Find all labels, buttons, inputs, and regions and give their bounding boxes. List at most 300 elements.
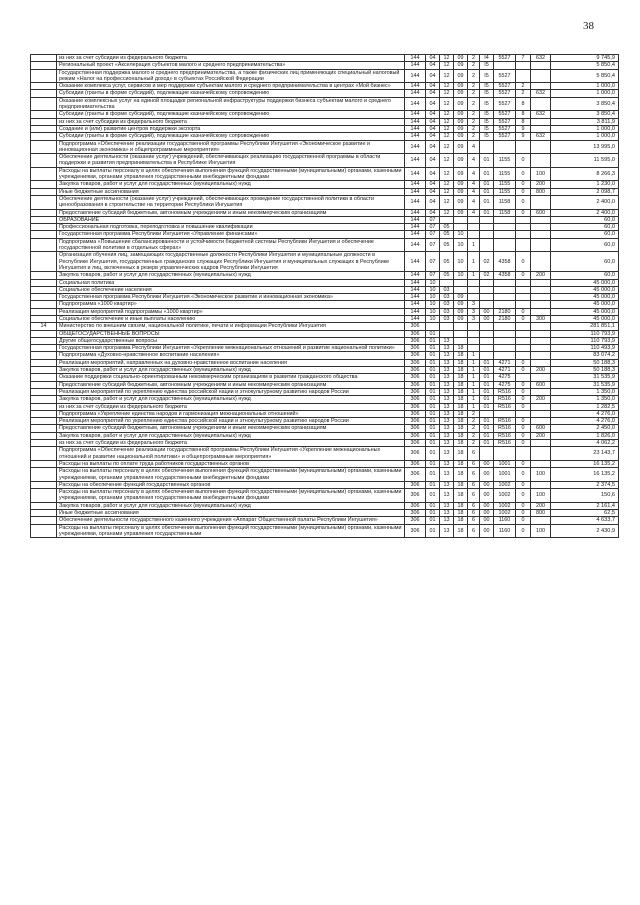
subprogram-code-cell: 2: [468, 111, 480, 118]
table-row: [31, 396, 619, 403]
table-row: [31, 381, 619, 388]
direction-suffix-cell: [516, 337, 531, 344]
row-number-cell: [31, 425, 57, 432]
ministry-code-cell: 306: [405, 396, 426, 403]
ministry-code-cell: 144: [405, 118, 426, 125]
subsection-code-cell: 13: [440, 517, 454, 524]
ministry-code-cell: 144: [405, 279, 426, 286]
section-code-cell: 04: [426, 181, 440, 188]
amount-cell: 4 276,0: [551, 418, 619, 425]
ministry-code-cell: 144: [405, 286, 426, 293]
event-code-cell: 01: [480, 440, 494, 447]
table-row: [31, 524, 619, 538]
direction-suffix-cell: 0: [516, 396, 531, 403]
row-number-cell: [31, 167, 57, 181]
subsection-code-cell: 05: [440, 238, 454, 252]
direction-suffix-cell: [516, 216, 531, 223]
amount-cell: 1 000,0: [551, 133, 619, 140]
event-code-cell: I5: [480, 118, 494, 125]
section-code-cell: 07: [426, 252, 440, 272]
subprogram-code-cell: 4: [468, 209, 480, 216]
row-number-cell: [31, 359, 57, 366]
direction-code-cell: [494, 279, 516, 286]
expense-type-code-cell: [531, 216, 551, 223]
event-code-cell: [480, 447, 494, 461]
row-number-cell: [31, 97, 57, 111]
table-row: [31, 481, 619, 488]
direction-suffix-cell: [516, 323, 531, 330]
event-code-cell: 01: [480, 209, 494, 216]
amount-cell: 60,0: [551, 238, 619, 252]
program-code-cell: 09: [454, 188, 468, 195]
ministry-code-cell: 144: [405, 55, 426, 62]
program-code-cell: 09: [454, 90, 468, 97]
section-code-cell: 01: [426, 425, 440, 432]
program-code-cell: 09: [454, 55, 468, 62]
subprogram-code-cell: 4: [468, 140, 480, 154]
ministry-code-cell: 144: [405, 167, 426, 181]
item-name-cell: Социальная политика: [57, 279, 405, 286]
direction-suffix-cell: 0: [516, 195, 531, 209]
event-code-cell: 01: [480, 396, 494, 403]
amount-cell: 110 793,9: [551, 330, 619, 337]
subsection-code-cell: 13: [440, 502, 454, 509]
subprogram-code-cell: 1: [468, 367, 480, 374]
amount-cell: 16 135,2: [551, 468, 619, 482]
expense-type-code-cell: [531, 374, 551, 381]
table-row: [31, 118, 619, 125]
subsection-code-cell: 13: [440, 403, 454, 410]
program-code-cell: 09: [454, 294, 468, 301]
amount-cell: 13 995,0: [551, 140, 619, 154]
expense-type-code-cell: 100: [531, 167, 551, 181]
subprogram-code-cell: 6: [468, 447, 480, 461]
item-name-cell: Расходы на выплаты по оплате труда работников государственных органов: [57, 460, 405, 467]
section-code-cell: 01: [426, 330, 440, 337]
row-number-cell: [31, 69, 57, 83]
amount-cell: 45 000,0: [551, 286, 619, 293]
event-code-cell: [480, 238, 494, 252]
program-code-cell: 09: [454, 195, 468, 209]
table-row: [31, 410, 619, 417]
subsection-code-cell: 12: [440, 125, 454, 132]
program-code-cell: 09: [454, 167, 468, 181]
program-code-cell: [454, 323, 468, 330]
ministry-code-cell: 144: [405, 125, 426, 132]
row-number-cell: [31, 403, 57, 410]
direction-code-cell: [494, 410, 516, 417]
event-code-cell: 01: [480, 188, 494, 195]
table-row: [31, 125, 619, 132]
event-code-cell: 00: [480, 481, 494, 488]
direction-suffix-cell: 0: [516, 381, 531, 388]
direction-suffix-cell: 2: [516, 83, 531, 90]
table-row: [31, 195, 619, 209]
row-number-cell: [31, 468, 57, 482]
section-code-cell: 01: [426, 510, 440, 517]
ministry-code-cell: 306: [405, 374, 426, 381]
section-code-cell: 04: [426, 188, 440, 195]
direction-code-cell: 5527: [494, 125, 516, 132]
item-name-cell: из них за счет субсидии из федерального бюджета: [57, 118, 405, 125]
direction-suffix-cell: 0: [516, 440, 531, 447]
direction-suffix-cell: 7: [516, 55, 531, 62]
item-name-cell: Расходы на обеспечение функций государственных органов: [57, 481, 405, 488]
subprogram-code-cell: 6: [468, 489, 480, 503]
event-code-cell: 00: [480, 524, 494, 538]
program-code-cell: 09: [454, 154, 468, 168]
row-number-cell: [31, 286, 57, 293]
table-row: [31, 388, 619, 395]
item-name-cell: Расходы на выплаты персоналу в целях обеспечения выполнения функций государственными (муниципальными) органами, казенными учреждениями, органами управления государственными внебюджетными фондами: [57, 489, 405, 503]
table-row: [31, 69, 619, 83]
section-code-cell: 01: [426, 396, 440, 403]
subsection-code-cell: 03: [440, 294, 454, 301]
subsection-code-cell: 12: [440, 167, 454, 181]
event-code-cell: [480, 279, 494, 286]
subsection-code-cell: 12: [440, 195, 454, 209]
direction-code-cell: 4271: [494, 367, 516, 374]
expense-type-code-cell: 632: [531, 133, 551, 140]
event-code-cell: [480, 337, 494, 344]
subprogram-code-cell: 2: [468, 432, 480, 439]
amount-cell: 110 493,9: [551, 345, 619, 352]
section-code-cell: 01: [426, 440, 440, 447]
item-name-cell: Расходы на выплаты персоналу в целях обеспечения выполнения функций государственными (муниципальными) органами, казенными учреждениями, органами управления государственными внебюджетными фондами: [57, 468, 405, 482]
section-code-cell: 04: [426, 154, 440, 168]
direction-suffix-cell: [516, 374, 531, 381]
program-code-cell: 18: [454, 381, 468, 388]
subprogram-code-cell: 3: [468, 301, 480, 308]
program-code-cell: 09: [454, 69, 468, 83]
direction-code-cell: [494, 231, 516, 238]
direction-code-cell: 5527: [494, 97, 516, 111]
direction-suffix-cell: [516, 447, 531, 461]
program-code-cell: 10: [454, 238, 468, 252]
direction-suffix-cell: 0: [516, 209, 531, 216]
direction-suffix-cell: 0: [516, 517, 531, 524]
ministry-code-cell: 306: [405, 524, 426, 538]
direction-suffix-cell: 0: [516, 388, 531, 395]
section-code-cell: 01: [426, 447, 440, 461]
subprogram-code-cell: [468, 345, 480, 352]
ministry-code-cell: 144: [405, 195, 426, 209]
row-number-cell: [31, 62, 57, 69]
subsection-code-cell: 12: [440, 133, 454, 140]
table-row: [31, 468, 619, 482]
event-code-cell: 00: [480, 468, 494, 482]
ministry-code-cell: 144: [405, 69, 426, 83]
row-number-cell: [31, 140, 57, 154]
direction-suffix-cell: 0: [516, 489, 531, 503]
table-row: [31, 154, 619, 168]
table-row: [31, 216, 619, 223]
item-name-cell: Предоставление субсидий бюджетным, автономным учреждениям и иным некоммерческим организациям: [57, 209, 405, 216]
event-code-cell: I5: [480, 62, 494, 69]
ministry-code-cell: 306: [405, 359, 426, 366]
section-code-cell: 01: [426, 381, 440, 388]
amount-cell: 3 850,4: [551, 97, 619, 111]
ministry-code-cell: 144: [405, 83, 426, 90]
event-code-cell: [480, 301, 494, 308]
program-code-cell: 18: [454, 481, 468, 488]
subprogram-code-cell: 1: [468, 359, 480, 366]
item-name-cell: из них за счет субсидии из федерального бюджета: [57, 55, 405, 62]
table-row: [31, 432, 619, 439]
row-number-cell: [31, 418, 57, 425]
subprogram-code-cell: [468, 231, 480, 238]
table-row: [31, 83, 619, 90]
item-name-cell: Организация обучения лиц, замещающих государственные должности Республики Ингушетия и муниципальные должности в Республике Ингушетия, государственных гражданских служащих Республики Ингушетия и муниципальных служащих в Республике Ингушетия и лиц, включенных в резерв управленческих кадров Республики Ингушетия: [57, 252, 405, 272]
event-code-cell: 01: [480, 154, 494, 168]
expense-type-code-cell: 200: [531, 396, 551, 403]
program-code-cell: 18: [454, 447, 468, 461]
amount-cell: 50 188,3: [551, 359, 619, 366]
table-row: [31, 367, 619, 374]
subprogram-code-cell: [468, 337, 480, 344]
event-code-cell: [480, 140, 494, 154]
item-name-cell: ОБЩЕГОСУДАРСТВЕННЫЕ ВОПРОСЫ: [57, 330, 405, 337]
subprogram-code-cell: 2: [468, 410, 480, 417]
program-code-cell: 09: [454, 315, 468, 322]
event-code-cell: I5: [480, 90, 494, 97]
expense-type-code-cell: [531, 308, 551, 315]
program-code-cell: 18: [454, 374, 468, 381]
event-code-cell: 01: [480, 388, 494, 395]
item-name-cell: Расходы на выплаты персоналу в целях обеспечения выполнения функций государственными (муниципальными) органами, казенными учреждениями, органами управления государственными внебюджетными фондами: [57, 167, 405, 181]
expense-type-code-cell: [531, 517, 551, 524]
direction-code-cell: 1155: [494, 188, 516, 195]
subprogram-code-cell: 2: [468, 118, 480, 125]
subprogram-code-cell: 1: [468, 352, 480, 359]
expense-type-code-cell: [531, 481, 551, 488]
expense-type-code-cell: 632: [531, 90, 551, 97]
program-code-cell: 09: [454, 301, 468, 308]
ministry-code-cell: 144: [405, 181, 426, 188]
ministry-code-cell: 144: [405, 62, 426, 69]
program-code-cell: 18: [454, 425, 468, 432]
direction-code-cell: 2180: [494, 315, 516, 322]
event-code-cell: 00: [480, 460, 494, 467]
section-code-cell: 01: [426, 524, 440, 538]
section-code-cell: 10: [426, 279, 440, 286]
row-number-cell: [31, 315, 57, 322]
amount-cell: 23 143,7: [551, 447, 619, 461]
direction-suffix-cell: 0: [516, 524, 531, 538]
direction-code-cell: [494, 330, 516, 337]
subsection-code-cell: 03: [440, 286, 454, 293]
table-row: [31, 238, 619, 252]
row-number-cell: 14: [31, 323, 57, 330]
page-number: 38: [583, 20, 594, 32]
expense-type-code-cell: [531, 118, 551, 125]
direction-code-cell: 4275: [494, 381, 516, 388]
table-row: [31, 272, 619, 279]
direction-suffix-cell: 0: [516, 468, 531, 482]
direction-suffix-cell: [516, 279, 531, 286]
event-code-cell: [480, 352, 494, 359]
section-code-cell: 04: [426, 62, 440, 69]
subsection-code-cell: 13: [440, 352, 454, 359]
subprogram-code-cell: [468, 330, 480, 337]
expense-type-code-cell: [531, 447, 551, 461]
table-row: [31, 286, 619, 293]
amount-cell: 60,0: [551, 216, 619, 223]
direction-suffix-cell: [516, 352, 531, 359]
section-code-cell: 04: [426, 83, 440, 90]
ministry-code-cell: 144: [405, 140, 426, 154]
program-code-cell: 18: [454, 396, 468, 403]
expense-type-code-cell: [531, 418, 551, 425]
event-code-cell: 01: [480, 367, 494, 374]
subsection-code-cell: 12: [440, 97, 454, 111]
program-code-cell: 18: [454, 517, 468, 524]
subsection-code-cell: 13: [440, 374, 454, 381]
subsection-code-cell: 12: [440, 55, 454, 62]
row-number-cell: [31, 252, 57, 272]
program-code-cell: 10: [454, 252, 468, 272]
direction-suffix-cell: [516, 410, 531, 417]
row-number-cell: [31, 396, 57, 403]
subsection-code-cell: 13: [440, 432, 454, 439]
table-row: [31, 294, 619, 301]
amount-cell: 2 098,7: [551, 188, 619, 195]
table-row: [31, 181, 619, 188]
amount-cell: 2 400,0: [551, 209, 619, 216]
ministry-code-cell: 306: [405, 460, 426, 467]
subprogram-code-cell: [468, 224, 480, 231]
direction-suffix-cell: 0: [516, 188, 531, 195]
table-row: [31, 62, 619, 69]
section-code-cell: 04: [426, 195, 440, 209]
amount-cell: 5 850,4: [551, 62, 619, 69]
direction-code-cell: R516: [494, 418, 516, 425]
table-row: [31, 97, 619, 111]
section-code-cell: 01: [426, 418, 440, 425]
table-row: [31, 140, 619, 154]
item-name-cell: Субсидии (гранты в форме субсидий), подлежащие казначейскому сопровождению: [57, 111, 405, 118]
ministry-code-cell: 306: [405, 345, 426, 352]
item-name-cell: Закупка товаров, работ и услуг для государственных (муниципальных) нужд: [57, 272, 405, 279]
ministry-code-cell: 306: [405, 447, 426, 461]
row-number-cell: [31, 272, 57, 279]
item-name-cell: Другие общегосударственные вопросы: [57, 337, 405, 344]
amount-cell: 60,0: [551, 272, 619, 279]
row-number-cell: [31, 517, 57, 524]
subsection-code-cell: 12: [440, 62, 454, 69]
direction-suffix-cell: 0: [516, 315, 531, 322]
item-name-cell: Обеспечение деятельности (оказание услуг) учреждений, обеспечивающих проведение государственной политики в области ценообразования в строительстве на территории Республики Ингушетия: [57, 195, 405, 209]
budget-table: [30, 54, 619, 538]
expense-type-code-cell: [531, 140, 551, 154]
row-number-cell: [31, 118, 57, 125]
subsection-code-cell: 13: [440, 337, 454, 344]
section-code-cell: 01: [426, 374, 440, 381]
item-name-cell: Иные бюджетные ассигнования: [57, 510, 405, 517]
direction-suffix-cell: 0: [516, 308, 531, 315]
direction-code-cell: 1160: [494, 524, 516, 538]
subsection-code-cell: 13: [440, 524, 454, 538]
expense-type-code-cell: [531, 154, 551, 168]
event-code-cell: 00: [480, 510, 494, 517]
subprogram-code-cell: [468, 323, 480, 330]
direction-suffix-cell: [516, 140, 531, 154]
section-code-cell: 01: [426, 432, 440, 439]
item-name-cell: Подпрограмма «Духовно-нравственное воспитание населения»: [57, 352, 405, 359]
table-row: [31, 224, 619, 231]
section-code-cell: 04: [426, 69, 440, 83]
ministry-code-cell: 144: [405, 133, 426, 140]
subsection-code-cell: 05: [440, 231, 454, 238]
subsection-code-cell: 12: [440, 154, 454, 168]
item-name-cell: Оказание поддержки социально-ориентированным некоммерческим организациям в развитии гражданского общества: [57, 374, 405, 381]
direction-code-cell: [494, 323, 516, 330]
row-number-cell: [31, 337, 57, 344]
item-name-cell: Закупка товаров, работ и услуг для государственных (муниципальных) нужд: [57, 432, 405, 439]
section-code-cell: 01: [426, 468, 440, 482]
table-row: [31, 425, 619, 432]
subprogram-code-cell: 3: [468, 315, 480, 322]
amount-cell: 4 633,7: [551, 517, 619, 524]
section-code-cell: 01: [426, 460, 440, 467]
amount-cell: 62,5: [551, 510, 619, 517]
direction-code-cell: [494, 447, 516, 461]
event-code-cell: 01: [480, 374, 494, 381]
direction-code-cell: R516: [494, 425, 516, 432]
item-name-cell: Субсидии (гранты в форме субсидий), подлежащие казначейскому сопровождению: [57, 90, 405, 97]
subsection-code-cell: 13: [440, 481, 454, 488]
subsection-code-cell: 13: [440, 410, 454, 417]
ministry-code-cell: 306: [405, 468, 426, 482]
program-code-cell: 18: [454, 418, 468, 425]
row-number-cell: [31, 209, 57, 216]
subprogram-code-cell: 2: [468, 90, 480, 97]
expense-type-code-cell: [531, 97, 551, 111]
event-code-cell: [480, 330, 494, 337]
subprogram-code-cell: 4: [468, 195, 480, 209]
direction-suffix-cell: 0: [516, 359, 531, 366]
section-code-cell: 04: [426, 209, 440, 216]
event-code-cell: I5: [480, 69, 494, 83]
amount-cell: 4 276,0: [551, 410, 619, 417]
subprogram-code-cell: 2: [468, 62, 480, 69]
table-row: [31, 330, 619, 337]
subprogram-code-cell: 1: [468, 238, 480, 252]
program-code-cell: 09: [454, 83, 468, 90]
subsection-code-cell: [440, 216, 454, 223]
amount-cell: 5 850,4: [551, 69, 619, 83]
subprogram-code-cell: 1: [468, 396, 480, 403]
direction-suffix-cell: 0: [516, 167, 531, 181]
section-code-cell: 04: [426, 140, 440, 154]
item-name-cell: Закупка товаров, работ и услуг для государственных (муниципальных) нужд: [57, 181, 405, 188]
event-code-cell: 02: [480, 252, 494, 272]
row-number-cell: [31, 216, 57, 223]
program-code-cell: 10: [454, 272, 468, 279]
row-number-cell: [31, 410, 57, 417]
direction-code-cell: 1155: [494, 154, 516, 168]
expense-type-code-cell: 100: [531, 524, 551, 538]
amount-cell: 2 400,0: [551, 195, 619, 209]
item-name-cell: Обеспечение деятельности государственного казенного учреждения «Аппарат Общественной палаты Республики Ингушетия»: [57, 517, 405, 524]
expense-type-code-cell: 800: [531, 510, 551, 517]
expense-type-code-cell: [531, 301, 551, 308]
table-row: [31, 460, 619, 467]
direction-suffix-cell: 0: [516, 367, 531, 374]
subprogram-code-cell: 6: [468, 460, 480, 467]
subsection-code-cell: 13: [440, 367, 454, 374]
amount-cell: 110 793,9: [551, 337, 619, 344]
